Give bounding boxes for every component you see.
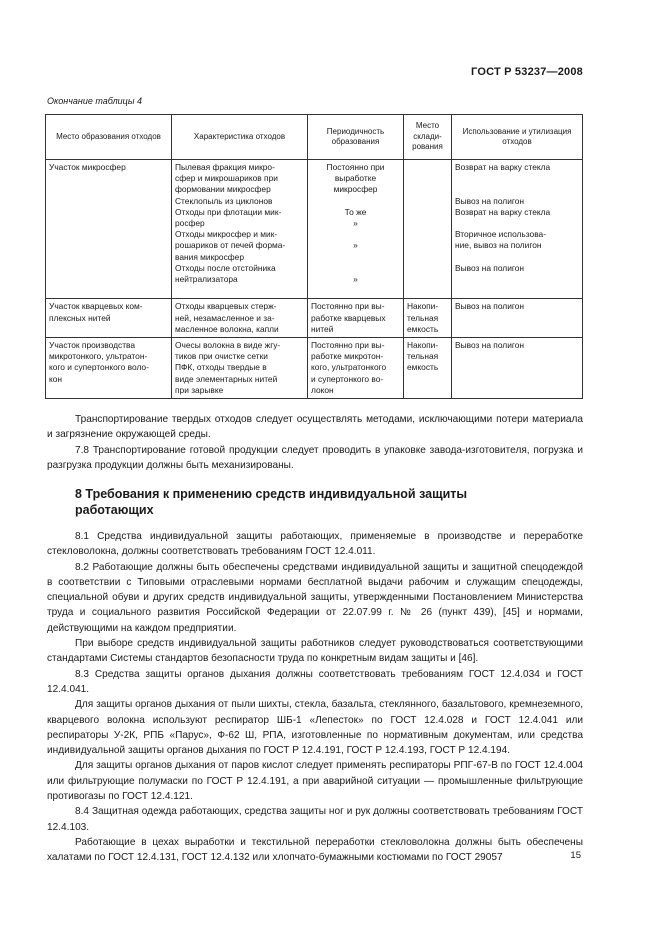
cell-line: Пылевая фракция микро- [175,162,275,172]
column-header: Периодичность образования [308,115,404,160]
table-cell-periodicity [308,160,404,299]
table-row [46,299,583,338]
cell-line: сфер и микрошариков при [175,173,278,184]
cell-line [455,252,579,263]
waste-table [45,114,583,399]
paragraph: 8.3 Средства защиты органов дыхания должны соответствовать требованиям ГОСТ 12.4.034 и ГОСТ 12.4.041. [47,668,583,695]
cell-line: » [353,274,358,285]
paragraph: 8.4 Защитная одежда работающих, средства защиты ног и рук должны соответствовать требованиям ГОСТ 12.4.103. [47,806,583,833]
column-header: Место склади-рования [404,115,452,160]
cell-line [311,252,400,263]
column-header: Использование и утилизация отходов [452,115,583,160]
table-cell-place [46,338,172,399]
cell-line: ПФК, отходы твердые в [175,362,267,373]
cell-line: Вывоз на полигон [455,340,525,351]
paragraph: 8.2 Работающие должны быть обеспечены средствами индивидуальной защиты и защитной спецодеждой в соответствии с Типовыми отраслевыми нормами бесплатной выдачи рабочим и служащим спецодежды, специальной обуви и других средств индивидуальной защиты, утвержденными Постановлением Министерства труда и социального развития Российской Федерации от 22.07.99 г. № 26 (пункт 439), [45] и нормами, действующими на каждом предприятии. [47,561,583,634]
cell-line: при зарывке [175,384,224,395]
cell-line: работке микротон- [311,351,384,362]
table-row [46,160,583,299]
cell-line [455,218,579,229]
cell-line: емкость [407,362,439,373]
cell-line [311,229,400,240]
cell-line: масленное волокна, капли [175,323,279,334]
table-cell-usage [452,160,583,299]
cell-line: ней, незамасленное и за- [175,312,275,323]
cell-line: ние, вывоз на полигон [455,240,542,251]
cell-line [455,274,579,285]
cell-line: тельная [407,312,439,323]
cell-line: Вывоз на полигон [455,301,525,312]
cell-line: локон [311,384,334,395]
column-header: Характеристика отходов [172,115,308,160]
cell-line: Возврат на варку стекла [455,206,551,217]
cell-line: Постоянно при вы- [311,301,385,312]
table-cell-usage [452,299,583,338]
cell-line: Постоянно при выработке [326,162,387,184]
cell-line: микротонкого, ультратон- [49,351,148,362]
paragraph: 7.8 Транспортирование готовой продукции следует проводить в упаковке завода-изготовителя, погрузка и разгрузка продукции должны быть механизированы. [47,444,583,471]
table-cell-characteristics [172,160,308,299]
cell-line: виде элементарных нитей [175,373,278,384]
cell-line: плексных нитей [49,312,111,323]
cell-line: микросфер [333,184,378,195]
cell-line: Участок производства [49,340,136,351]
paragraph: Работающие в цехах выработки и текстильной переработки стекловолокна должны быть обеспечены халатами по ГОСТ 12.4.131, ГОСТ 12.4.132 или хлопчато-бумажными костюмами по ГОСТ 29057 [47,836,583,864]
cell-line: Отходы микросфер и мик- [175,229,278,240]
cell-line: тельная [407,351,439,362]
paragraph: Транспортирование твердых отходов следует осуществлять методами, исключающими потери материала и загрязнение окружающей среды. [47,414,583,441]
body-text-top [47,412,583,473]
cell-line: Вывоз на полигон [455,262,525,273]
cell-line: Очесы волокна в виде жгу- [175,340,281,351]
cell-line: » [353,240,358,251]
cell-line: Стеклопыль из циклонов [175,195,273,206]
cell-line: Отходы кварцевых стерж- [175,301,277,312]
page-number: 15 [570,850,581,861]
cell-line: вания микросфер [175,251,244,262]
column-header: Место образования отходов [46,115,172,160]
section-heading: 8 Требования к применению средств индивидуальной защиты работающих [75,487,468,517]
cell-line: нейтрализатора [175,274,238,285]
cell-line: рошариков от печей форма- [175,240,286,251]
table-cell-characteristics [172,299,308,338]
table-cell-place: Участок микросфер [46,160,172,299]
table-caption: Окончание таблицы 4 [47,96,142,106]
table-cell-storage [404,160,452,299]
table-cell-usage [452,338,583,399]
table-cell-characteristics [172,338,308,399]
table-row [46,338,583,399]
table-header-row [46,115,583,160]
cell-line [455,173,579,184]
cell-line: емкость [407,323,439,334]
cell-line: Возврат на варку стекла [455,162,551,172]
cell-line: тиков при очистке сетки [175,351,268,362]
table-cell-periodicity [308,338,404,399]
cell-line: работке кварцевых [311,312,386,323]
cell-line: Постоянно при вы- [311,340,385,351]
cell-line: То же [344,206,367,217]
paragraph: 8.1 Средства индивидуальной защиты работающих, применяемые в производстве и переработке стекловолокна, должны соответствовать требованиям ГОСТ 12.4.011. [47,531,583,558]
cell-line: кого и супертонкого воло- [49,362,149,373]
table-cell-periodicity [308,299,404,338]
cell-line: и супертонкого во- [311,373,384,384]
table-cell-storage [404,338,452,399]
cell-line: » [353,218,358,229]
cell-line [311,285,400,296]
table-cell-place [46,299,172,338]
cell-line: кон [49,373,63,384]
cell-line: Вывоз на полигон [455,195,525,206]
cell-line: кого, ультратонкого [311,362,387,373]
table-cell-storage [404,299,452,338]
document-header: ГОСТ Р 53237—2008 [471,66,583,78]
paragraph: При выборе средств индивидуальной защиты работников следует руководствоваться соответствующими стандартами Системы стандартов безопасности труда по конкретным видам защиты и [46]. [47,638,583,665]
cell-line: росфер [175,218,205,229]
cell-line: Накопи- [407,340,439,351]
paragraph: Для защиты органов дыхания от пыли шихты, стекла, базальта, стеклянного, базальтового, кремнеземного, кварцевого волокна используют респиратор ШБ-1 «Лепесток» по ГОСТ 12.4.028 и ГОСТ 12.4.041 или респираторы У-2К, РПБ «Парус», Ф-62 Ш, РПА, изготовленные по нормативным документам, или средства индивидуальной защиты органов дыхания по ГОСТ Р 12.4.191, ГОСТ Р 12.4.193, ГОСТ Р 12.4.194. [47,699,583,757]
cell-line [311,196,400,207]
cell-line: Накопи- [407,301,439,312]
cell-line: Отходы при флотации мик- [175,206,282,217]
cell-line: Вторичное использова- [455,229,547,240]
body-text-bottom [47,529,583,866]
paragraph: Для защиты органов дыхания от паров кислот следует применять респираторы РПГ-67-В по ГОСТ 12.4.004 или фильтрующие полумаски по ГОСТ Р 12.4.191, а при аварийной ситуации — промышленные фильтрующие противогазы по ГОСТ 12.4.121. [47,760,583,803]
cell-line: формовании микросфер [175,184,271,195]
cell-line: нитей [311,323,334,334]
cell-line [455,184,579,195]
cell-line: Отходы после отстойника [175,262,276,273]
cell-line [311,263,400,274]
cell-line: Участок кварцевых ком- [49,301,143,312]
